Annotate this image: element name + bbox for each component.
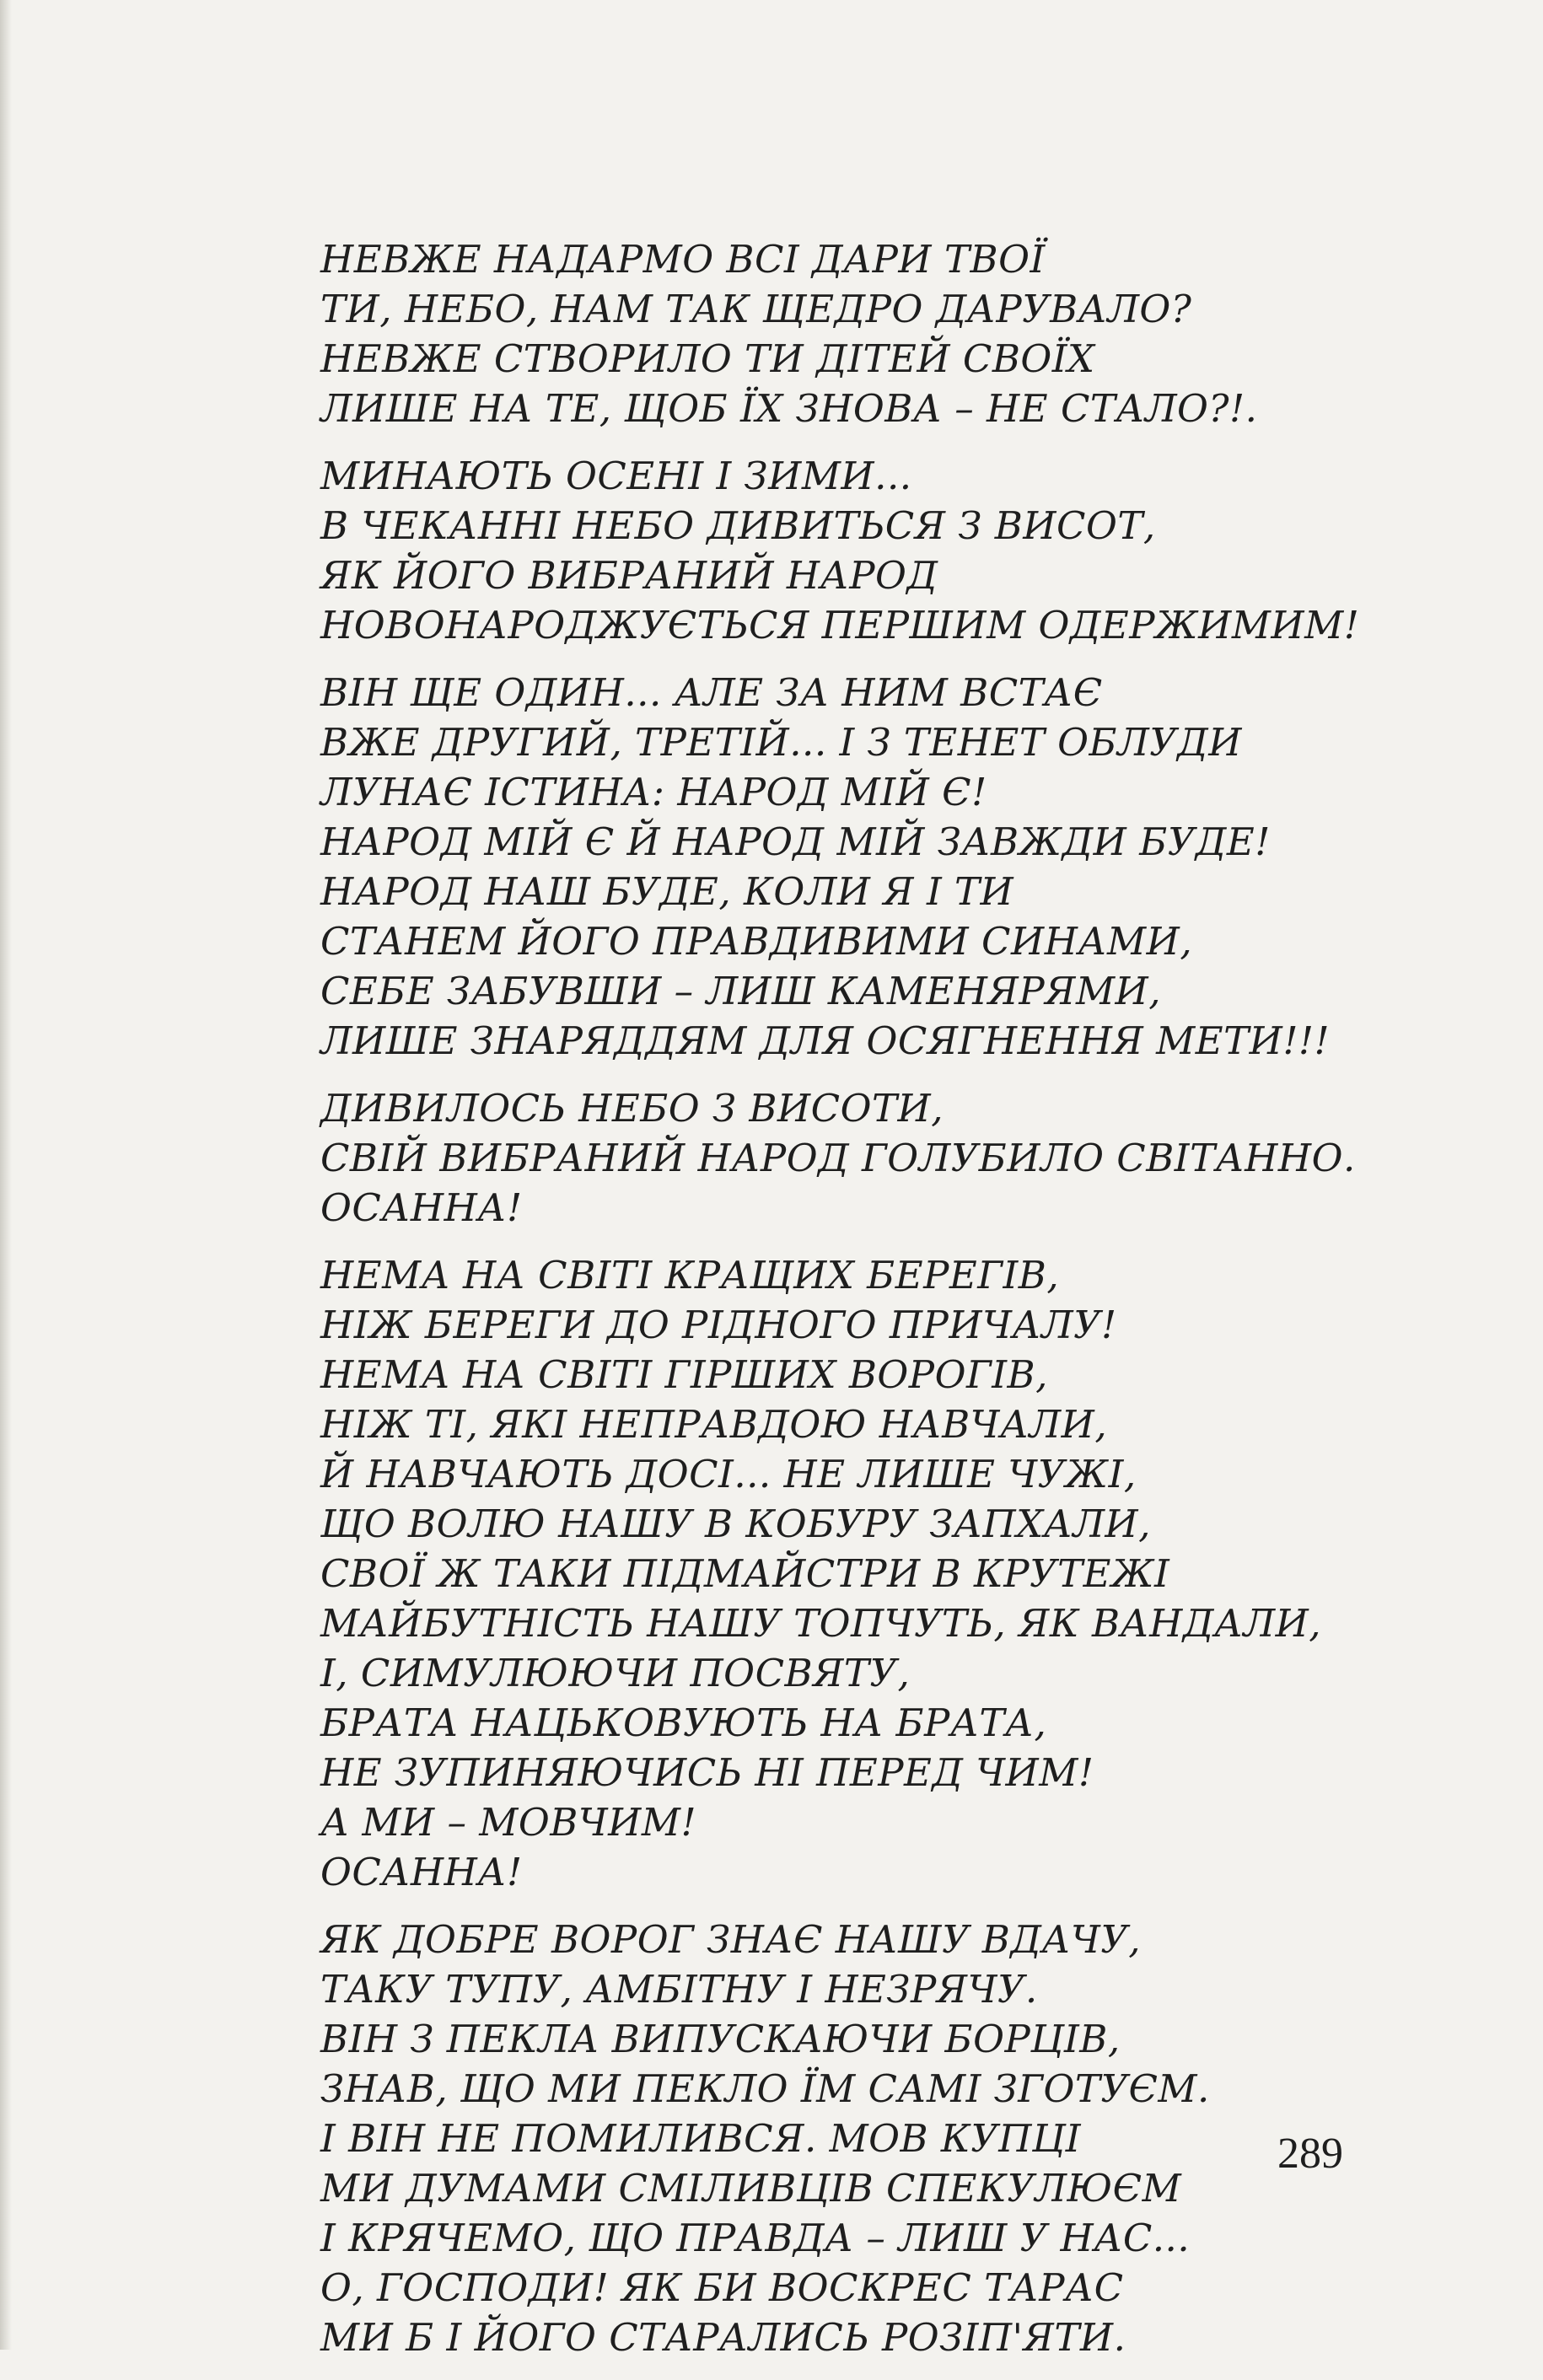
poem-line: ТИ, НЕБО, НАМ ТАК ЩЕДРО ДАРУВАЛО? <box>320 287 1192 331</box>
poem-line: НІЖ БЕРЕГИ ДО РІДНОГО ПРИЧАЛУ! <box>320 1303 1117 1347</box>
poem-line: ЛУНАЄ ІСТИНА: НАРОД МІЙ Є! <box>320 770 987 814</box>
poem-line: ТАКУ ТУПУ, АМБІТНУ І НЕЗРЯЧУ. <box>320 1967 1038 2012</box>
stanza <box>320 234 1417 433</box>
poem-text <box>320 234 1417 2380</box>
poem-line: ЩО ВОЛЮ НАШУ В КОБУРУ ЗАПХАЛИ, <box>320 1502 1151 1546</box>
stanza <box>320 1083 1417 1233</box>
poem-line: НЕВЖЕ НАДАРМО ВСІ ДАРИ ТВОЇ <box>320 237 1046 282</box>
poem-line: НАРОД НАШ БУДЕ, КОЛИ Я І ТИ <box>320 869 1014 914</box>
poem-line: СВОЇ Ж ТАКИ ПІДМАЙСТРИ В КРУТЕЖІ <box>320 1551 1170 1596</box>
poem-line: НЕМА НА СВІТІ ГІРШИХ ВОРОГІВ, <box>320 1352 1048 1397</box>
poem-line: А МИ – МОВЧИМ! <box>320 1800 697 1845</box>
poem-line: ВІН З ПЕКЛА ВИПУСКАЮЧИ БОРЦІВ, <box>320 2017 1121 2061</box>
poem-line: І, СИМУЛЮЮЧИ ПОСВЯТУ, <box>320 1651 911 1695</box>
poem-line: НАРОД МІЙ Є Й НАРОД МІЙ ЗАВЖДИ БУДЕ! <box>320 819 1271 864</box>
poem-line: БРАТА НАЦЬКОВУЮТЬ НА БРАТА, <box>320 1700 1047 1745</box>
poem-line: НЕ ЗУПИНЯЮЧИСЬ НІ ПЕРЕД ЧИМ! <box>320 1750 1094 1795</box>
poem-line: МИ ДУМАМИ СМІЛИВЦІВ СПЕКУЛЮЄМ <box>320 2166 1182 2211</box>
poem-line: Й НАВЧАЮТЬ ДОСІ... НЕ ЛИШЕ ЧУЖІ, <box>320 1452 1137 1496</box>
stanza <box>320 451 1417 650</box>
page-number: 289 <box>1277 2130 1343 2178</box>
poem-line: ЯК ЙОГО ВИБРАНИЙ НАРОД <box>320 553 938 598</box>
poem-line: НЕВЖЕ СТВОРИЛО ТИ ДІТЕЙ СВОЇХ <box>320 336 1095 381</box>
poem-line: МИ Б І ЙОГО СТАРАЛИСЬ РОЗІП'ЯТИ. <box>320 2315 1126 2360</box>
poem-line: СВІЙ ВИБРАНИЙ НАРОД ГОЛУБИЛО СВІТАННО. <box>320 1136 1356 1180</box>
poem-line: ОСАННА! <box>320 1185 523 1230</box>
poem-line: ВІН ЩЕ ОДИН... АЛЕ ЗА НИМ ВСТАЄ <box>320 670 1103 715</box>
stanza <box>320 668 1417 1066</box>
stanza <box>320 1250 1417 1897</box>
poem-line: І КРЯЧЕМО, ЩО ПРАВДА – ЛИШ У НАС... <box>320 2216 1191 2260</box>
poem-line: НІЖ ТІ, ЯКІ НЕПРАВДОЮ НАВЧАЛИ, <box>320 1402 1108 1447</box>
poem-line: СЕБЕ ЗАБУВШИ – ЛИШ КАМЕНЯРЯМИ, <box>320 969 1162 1013</box>
poem-line: ЛИШЕ НА ТЕ, ЩОБ ЇХ ЗНОВА – НЕ СТАЛО?!. <box>320 386 1258 431</box>
poem-line: ОСАННА! <box>320 1850 523 1894</box>
poem-line: ЗНАВ, ЩО МИ ПЕКЛО ЇМ САМІ ЗГОТУЄМ. <box>320 2066 1210 2111</box>
poem-line: ЛИШЕ ЗНАРЯДДЯМ ДЛЯ ОСЯГНЕННЯ МЕТИ!!! <box>320 1018 1331 1063</box>
poem-line: СТАНЕМ ЙОГО ПРАВДИВИМИ СИНАМИ, <box>320 919 1193 964</box>
stanza <box>320 1915 1417 2362</box>
poem-line: О, ГОСПОДИ! ЯК БИ ВОСКРЕС ТАРАС <box>320 2265 1124 2310</box>
poem-line: МИНАЮТЬ ОСЕНІ І ЗИМИ... <box>320 454 912 498</box>
poem-line: І ВІН НЕ ПОМИЛИВСЯ. МОВ КУПЦІ <box>320 2116 1082 2161</box>
poem-line: МАЙБУТНІСТЬ НАШУ ТОПЧУТЬ, ЯК ВАНДАЛИ, <box>320 1601 1322 1646</box>
poem-line: ДИВИЛОСЬ НЕБО З ВИСОТИ, <box>320 1086 944 1131</box>
poem-line: НОВОНАРОДЖУЄТЬСЯ ПЕРШИМ ОДЕРЖИМИМ! <box>320 603 1360 647</box>
poem-line: НЕМА НА СВІТІ КРАЩИХ БЕРЕГІВ, <box>320 1253 1060 1297</box>
page-edge-shadow <box>0 0 12 2350</box>
poem-line: ЯК ДОБРЕ ВОРОГ ЗНАЄ НАШУ ВДАЧУ, <box>320 1917 1142 1962</box>
poem-line: ВЖЕ ДРУГИЙ, ТРЕТІЙ... І З ТЕНЕТ ОБЛУДИ <box>320 720 1243 765</box>
poem-line: В ЧЕКАННІ НЕБО ДИВИТЬСЯ З ВИСОТ, <box>320 503 1156 548</box>
